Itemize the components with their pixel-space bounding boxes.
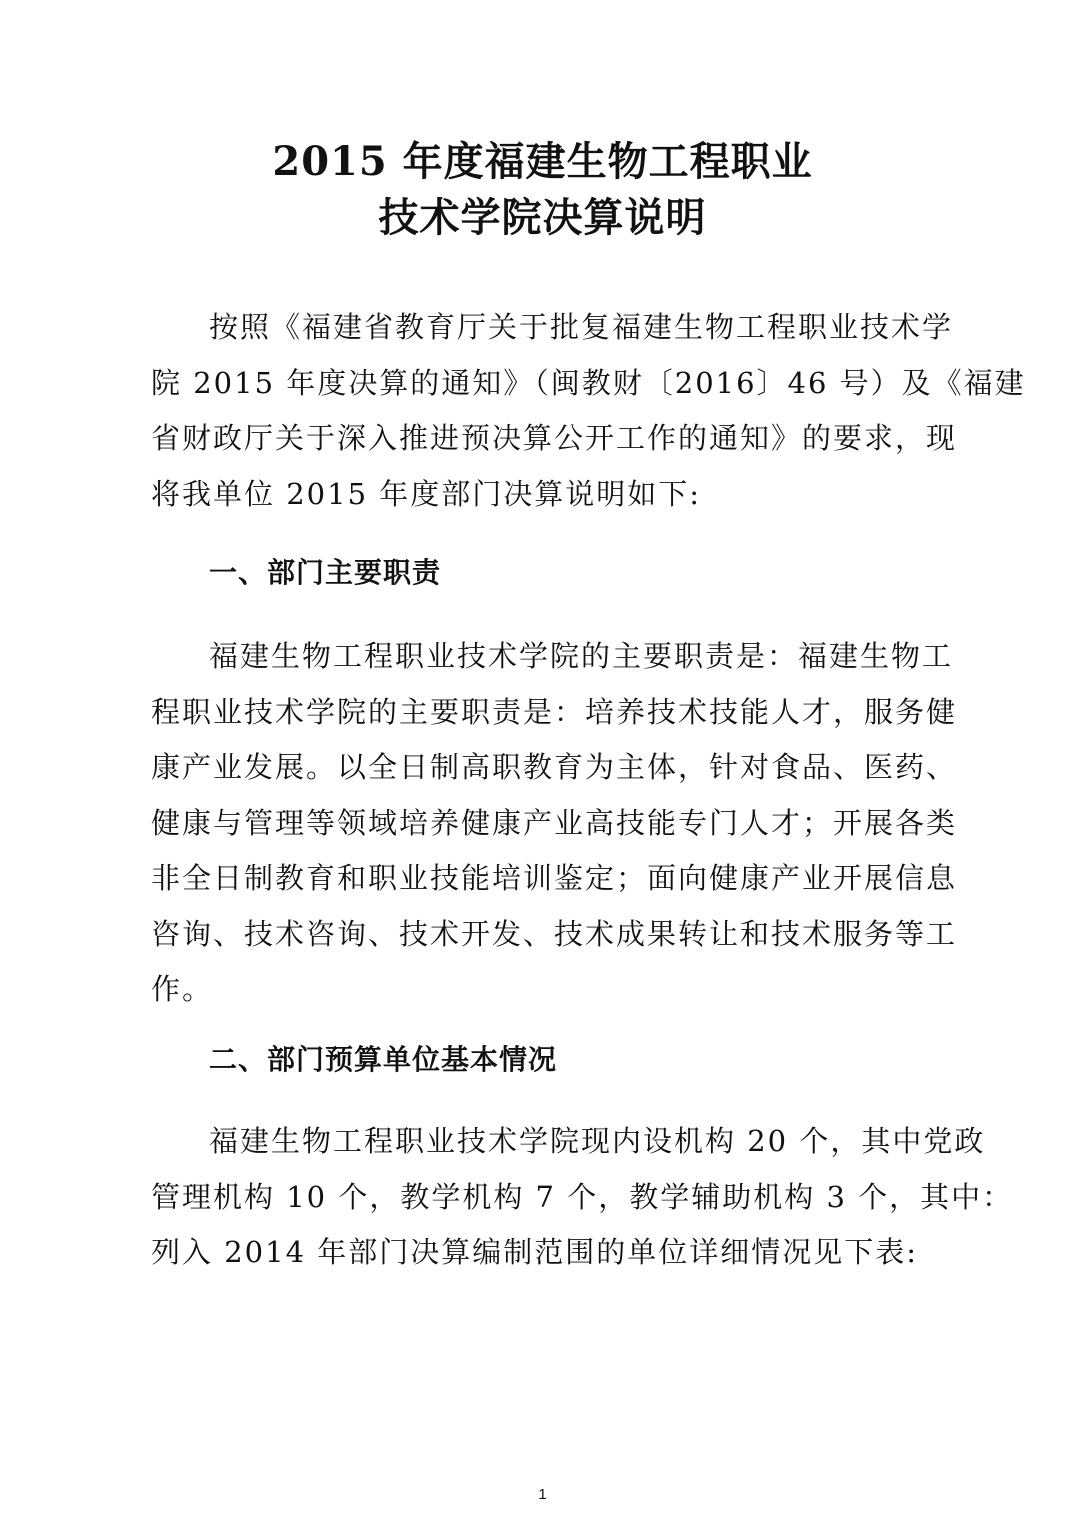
responsibilities-line-1: 福建生物工程职业技术学院的主要职责是：福建生物工 [209,639,954,673]
budget-units-line-2: 管理机构 10 个，教学机构 7 个，教学辅助机构 3 个，其中： [151,1179,1014,1214]
document-title-line-1: 2015 年度福建生物工程职业 [272,138,813,185]
budget-units-paragraph [151,1114,1014,1281]
page-number: 1 [538,1486,547,1503]
responsibilities-line-7: 作。 [151,972,214,1006]
responsibilities-line-3: 康产业发展。以全日制高职教育为主体，针对食品、医药、 [151,750,958,784]
responsibilities-paragraph [151,629,958,1018]
budget-units-line-3: 列入 2014 年部门决算编制范围的单位详细情况见下表: [151,1235,919,1269]
responsibilities-line-5: 非全日制教育和职业技能培训鉴定；面向健康产业开展信息 [151,861,958,895]
responsibilities-line-6: 咨询、技术咨询、技术开发、技术成果转让和技术服务等工 [151,916,958,951]
intro-line-2: 院 2015 年度决算的通知》（闽教财〔2016〕46 号）及《福建 [151,365,1026,400]
section-heading-budget-units: 二、部门预算单位基本情况 [209,1043,558,1076]
section-heading-responsibilities: 一、部门主要职责 [209,556,442,589]
intro-line-4: 将我单位 2015 年度部门决算说明如下: [151,476,702,511]
intro-line-1: 按照《福建省教育厅关于批复福建生物工程职业技术学 [209,310,954,344]
responsibilities-line-4: 健康与管理等领域培养健康产业高技能专门人才；开展各类 [151,805,958,840]
intro-paragraph [151,300,1026,522]
document-title-line-2: 技术学院决算说明 [378,194,707,241]
budget-units-line-1: 福建生物工程职业技术学院现内设机构 20 个，其中党政 [209,1124,986,1158]
intro-line-3: 省财政厅关于深入推进预决算公开工作的通知》的要求，现 [151,421,958,455]
responsibilities-line-2: 程职业技术学院的主要职责是：培养技术技能人才，服务健 [151,694,958,729]
